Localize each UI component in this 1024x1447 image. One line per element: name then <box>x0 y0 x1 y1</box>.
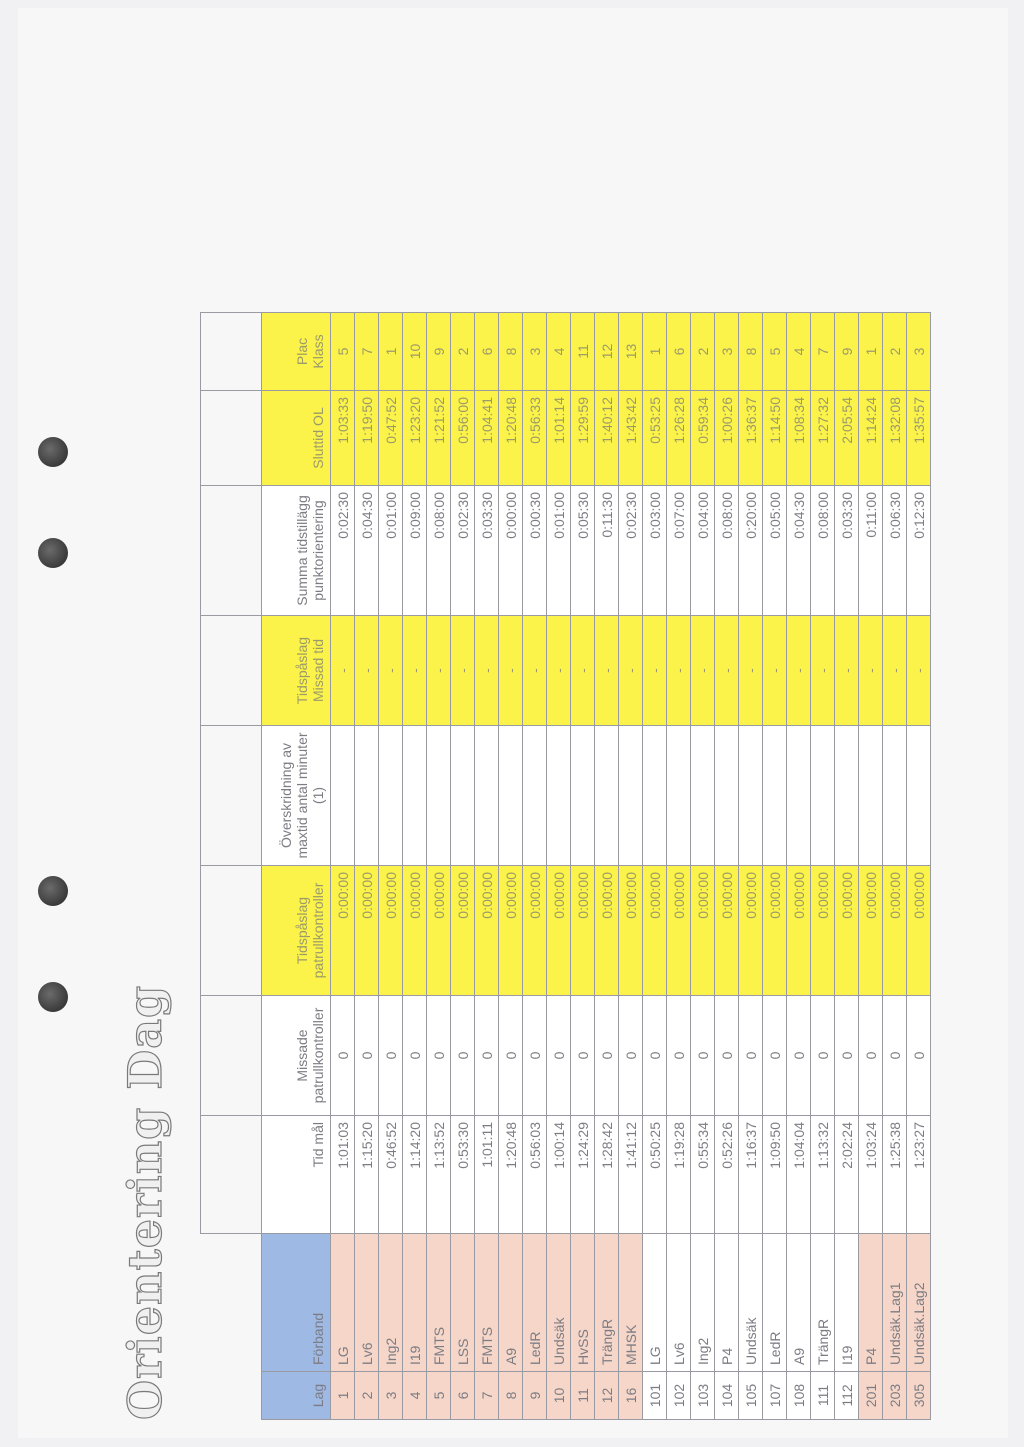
cell-missad-tid: - <box>763 616 787 726</box>
header-overskridning: Överskridning av maxtid antal minuter (1) <box>262 726 331 866</box>
cell-missade: 0 <box>619 996 643 1116</box>
cell-overskridning <box>907 726 931 866</box>
cell-forband: TrängR <box>595 1234 619 1372</box>
cell-overskridning <box>331 726 355 866</box>
cell-overskridning <box>787 726 811 866</box>
cell-lag: 104 <box>715 1372 739 1420</box>
cell-missade: 0 <box>883 996 907 1116</box>
cell-summa: 0:00:30 <box>523 486 547 616</box>
cell-lag: 5 <box>427 1372 451 1420</box>
cell-lag: 111 <box>811 1372 835 1420</box>
cell-plac: 3 <box>715 313 739 391</box>
cell-tid-mal: 1:09:50 <box>763 1116 787 1234</box>
cell-overskridning <box>763 726 787 866</box>
cell-missade: 0 <box>547 996 571 1116</box>
table-row <box>571 313 595 1420</box>
cell-tidspaslag: 0:00:00 <box>859 866 883 996</box>
cell-lag: 9 <box>523 1372 547 1420</box>
cell-tid-mal: 1:23:27 <box>907 1116 931 1234</box>
cell-forband: I19 <box>403 1234 427 1372</box>
cell-forband: A9 <box>787 1234 811 1372</box>
cell-sluttid: 1:26:28 <box>667 391 691 486</box>
cell-overskridning <box>595 726 619 866</box>
cell-summa: 0:09:00 <box>403 486 427 616</box>
cell-tid-mal: 1:15:20 <box>355 1116 379 1234</box>
table-row <box>643 313 667 1420</box>
cell-lag: 203 <box>883 1372 907 1420</box>
cell-tid-mal: 1:01:11 <box>475 1116 499 1234</box>
cell-forband: FMTS <box>475 1234 499 1372</box>
cell-missade: 0 <box>715 996 739 1116</box>
cell-lag: 8 <box>499 1372 523 1420</box>
cell-missad-tid: - <box>571 616 595 726</box>
page-title: Orientering Dag <box>118 984 172 1420</box>
cell-missade: 0 <box>451 996 475 1116</box>
top-blank-row <box>201 313 262 1420</box>
cell-tidspaslag: 0:00:00 <box>643 866 667 996</box>
table-row <box>475 313 499 1420</box>
cell-lag: 105 <box>739 1372 763 1420</box>
cell-summa: 0:04:30 <box>787 486 811 616</box>
cell-plac: 6 <box>667 313 691 391</box>
cell-tid-mal: 1:04:04 <box>787 1116 811 1234</box>
cell-lag: 12 <box>595 1372 619 1420</box>
table-row <box>883 313 907 1420</box>
cell-summa: 0:02:30 <box>451 486 475 616</box>
cell-forband: HvSS <box>571 1234 595 1372</box>
cell-lag: 305 <box>907 1372 931 1420</box>
table-row <box>619 313 643 1420</box>
cell-forband: LG <box>331 1234 355 1372</box>
cell-sluttid: 1:03:33 <box>331 391 355 486</box>
cell-tid-mal: 1:24:29 <box>571 1116 595 1234</box>
cell-summa: 0:03:00 <box>643 486 667 616</box>
cell-missade: 0 <box>907 996 931 1116</box>
cell-missade: 0 <box>763 996 787 1116</box>
cell-summa: 0:03:30 <box>475 486 499 616</box>
cell-overskridning <box>427 726 451 866</box>
cell-lag: 107 <box>763 1372 787 1420</box>
cell-missad-tid: - <box>499 616 523 726</box>
cell-overskridning <box>523 726 547 866</box>
cell-summa: 0:05:00 <box>763 486 787 616</box>
cell-tid-mal: 0:52:26 <box>715 1116 739 1234</box>
cell-missad-tid: - <box>739 616 763 726</box>
header-tidspaslag: Tidspåslag patrullkontroller <box>262 866 331 996</box>
cell-forband: Undsäk.Lag1 <box>883 1234 907 1372</box>
cell-plac: 8 <box>499 313 523 391</box>
cell-sluttid: 1:04:41 <box>475 391 499 486</box>
header-plac: Plac Klass <box>262 313 331 391</box>
cell-tid-mal: 1:41:12 <box>619 1116 643 1234</box>
cell-forband: LG <box>643 1234 667 1372</box>
cell-sluttid: 1:40:12 <box>595 391 619 486</box>
table-row <box>331 313 355 1420</box>
cell-tid-mal: 1:28:42 <box>595 1116 619 1234</box>
punch-hole-2 <box>38 538 68 568</box>
cell-tidspaslag: 0:00:00 <box>835 866 859 996</box>
cell-lag: 112 <box>835 1372 859 1420</box>
cell-sluttid: 0:53:25 <box>643 391 667 486</box>
cell-plac: 4 <box>787 313 811 391</box>
cell-plac: 9 <box>835 313 859 391</box>
cell-missade: 0 <box>595 996 619 1116</box>
header-tid-mal: Tid mål <box>262 1116 331 1234</box>
cell-missad-tid: - <box>403 616 427 726</box>
cell-missade: 0 <box>379 996 403 1116</box>
cell-plac: 1 <box>859 313 883 391</box>
cell-sluttid: 1:36:37 <box>739 391 763 486</box>
cell-tidspaslag: 0:00:00 <box>739 866 763 996</box>
cell-missad-tid: - <box>427 616 451 726</box>
cell-summa: 0:03:30 <box>835 486 859 616</box>
cell-plac: 1 <box>379 313 403 391</box>
cell-tid-mal: 0:46:52 <box>379 1116 403 1234</box>
cell-sluttid: 1:19:50 <box>355 391 379 486</box>
cell-lag: 3 <box>379 1372 403 1420</box>
table-row <box>739 313 763 1420</box>
cell-tid-mal: 0:56:03 <box>523 1116 547 1234</box>
cell-summa: 0:08:00 <box>427 486 451 616</box>
cell-forband: TrängR <box>811 1234 835 1372</box>
cell-overskridning <box>379 726 403 866</box>
table-row <box>595 313 619 1420</box>
cell-sluttid: 1:43:42 <box>619 391 643 486</box>
cell-tidspaslag: 0:00:00 <box>763 866 787 996</box>
cell-forband: Undsäk.Lag2 <box>907 1234 931 1372</box>
rotated-page <box>100 120 1020 1420</box>
results-table <box>200 312 931 1420</box>
cell-missad-tid: - <box>475 616 499 726</box>
punch-hole-4 <box>38 982 68 1012</box>
cell-missad-tid: - <box>835 616 859 726</box>
cell-plac: 11 <box>571 313 595 391</box>
cell-sluttid: 1:00:26 <box>715 391 739 486</box>
cell-lag: 16 <box>619 1372 643 1420</box>
cell-tid-mal: 1:13:32 <box>811 1116 835 1234</box>
cell-sluttid: 1:21:52 <box>427 391 451 486</box>
cell-sluttid: 1:14:50 <box>763 391 787 486</box>
header-missad-tid: Tidspåslag Missad tid <box>262 616 331 726</box>
table-row <box>355 313 379 1420</box>
cell-summa: 0:06:30 <box>883 486 907 616</box>
cell-missade: 0 <box>571 996 595 1116</box>
cell-missad-tid: - <box>667 616 691 726</box>
cell-tidspaslag: 0:00:00 <box>595 866 619 996</box>
cell-forband: Undsäk <box>547 1234 571 1372</box>
cell-tidspaslag: 0:00:00 <box>451 866 475 996</box>
cell-sluttid: 0:56:33 <box>523 391 547 486</box>
cell-overskridning <box>547 726 571 866</box>
cell-summa: 0:02:30 <box>331 486 355 616</box>
table-row <box>379 313 403 1420</box>
cell-missade: 0 <box>475 996 499 1116</box>
table-row <box>787 313 811 1420</box>
cell-sluttid: 1:27:32 <box>811 391 835 486</box>
cell-overskridning <box>355 726 379 866</box>
cell-forband: MHSK <box>619 1234 643 1372</box>
cell-missad-tid: - <box>787 616 811 726</box>
cell-tid-mal: 0:55:34 <box>691 1116 715 1234</box>
cell-plac: 7 <box>355 313 379 391</box>
cell-missad-tid: - <box>595 616 619 726</box>
cell-missad-tid: - <box>859 616 883 726</box>
cell-tid-mal: 1:14:20 <box>403 1116 427 1234</box>
cell-forband: A9 <box>499 1234 523 1372</box>
cell-tidspaslag: 0:00:00 <box>715 866 739 996</box>
cell-tid-mal: 1:16:37 <box>739 1116 763 1234</box>
cell-summa: 0:01:00 <box>379 486 403 616</box>
cell-plac: 5 <box>763 313 787 391</box>
table-row <box>811 313 835 1420</box>
table-row <box>523 313 547 1420</box>
cell-summa: 0:04:00 <box>691 486 715 616</box>
cell-tidspaslag: 0:00:00 <box>427 866 451 996</box>
cell-missade: 0 <box>427 996 451 1116</box>
cell-forband: Lv6 <box>667 1234 691 1372</box>
cell-missade: 0 <box>835 996 859 1116</box>
cell-tid-mal: 0:53:30 <box>451 1116 475 1234</box>
cell-summa: 0:07:00 <box>667 486 691 616</box>
cell-sluttid: 1:01:14 <box>547 391 571 486</box>
header-sluttid: Sluttid OL <box>262 391 331 486</box>
cell-plac: 5 <box>331 313 355 391</box>
cell-plac: 8 <box>739 313 763 391</box>
cell-forband: FMTS <box>427 1234 451 1372</box>
cell-tidspaslag: 0:00:00 <box>499 866 523 996</box>
table-row <box>859 313 883 1420</box>
table-row <box>667 313 691 1420</box>
table-row <box>763 313 787 1420</box>
cell-tidspaslag: 0:00:00 <box>547 866 571 996</box>
cell-forband: P4 <box>715 1234 739 1372</box>
cell-missad-tid: - <box>523 616 547 726</box>
cell-tid-mal: 1:01:03 <box>331 1116 355 1234</box>
cell-lag: 2 <box>355 1372 379 1420</box>
cell-forband: I19 <box>835 1234 859 1372</box>
cell-summa: 0:11:00 <box>859 486 883 616</box>
cell-overskridning <box>499 726 523 866</box>
cell-plac: 4 <box>547 313 571 391</box>
cell-plac: 3 <box>907 313 931 391</box>
cell-plac: 3 <box>523 313 547 391</box>
cell-tid-mal: 2:02:24 <box>835 1116 859 1234</box>
punch-hole-3 <box>38 876 68 906</box>
table-row <box>835 313 859 1420</box>
cell-overskridning <box>619 726 643 866</box>
cell-missade: 0 <box>859 996 883 1116</box>
cell-summa: 0:08:00 <box>811 486 835 616</box>
cell-sluttid: 0:56:00 <box>451 391 475 486</box>
cell-tid-mal: 1:03:24 <box>859 1116 883 1234</box>
cell-tidspaslag: 0:00:00 <box>523 866 547 996</box>
cell-tidspaslag: 0:00:00 <box>331 866 355 996</box>
cell-tidspaslag: 0:00:00 <box>571 866 595 996</box>
cell-overskridning <box>859 726 883 866</box>
table-row <box>403 313 427 1420</box>
cell-tidspaslag: 0:00:00 <box>403 866 427 996</box>
table-row <box>427 313 451 1420</box>
cell-lag: 1 <box>331 1372 355 1420</box>
header-lag: Lag <box>262 1372 331 1420</box>
cell-lag: 108 <box>787 1372 811 1420</box>
cell-plac: 2 <box>451 313 475 391</box>
cell-missad-tid: - <box>811 616 835 726</box>
table-row <box>547 313 571 1420</box>
cell-lag: 10 <box>547 1372 571 1420</box>
cell-sluttid: 1:08:34 <box>787 391 811 486</box>
cell-lag: 6 <box>451 1372 475 1420</box>
cell-missade: 0 <box>355 996 379 1116</box>
cell-lag: 201 <box>859 1372 883 1420</box>
header-forband: Förband <box>262 1234 331 1372</box>
cell-missade: 0 <box>691 996 715 1116</box>
cell-plac: 6 <box>475 313 499 391</box>
cell-tidspaslag: 0:00:00 <box>787 866 811 996</box>
cell-overskridning <box>883 726 907 866</box>
cell-lag: 102 <box>667 1372 691 1420</box>
cell-sluttid: 1:14:24 <box>859 391 883 486</box>
cell-overskridning <box>715 726 739 866</box>
cell-missade: 0 <box>403 996 427 1116</box>
cell-summa: 0:11:30 <box>595 486 619 616</box>
cell-plac: 10 <box>403 313 427 391</box>
cell-missade: 0 <box>499 996 523 1116</box>
cell-missad-tid: - <box>379 616 403 726</box>
cell-lag: 7 <box>475 1372 499 1420</box>
cell-summa: 0:04:30 <box>355 486 379 616</box>
cell-summa: 0:01:00 <box>547 486 571 616</box>
cell-missad-tid: - <box>715 616 739 726</box>
cell-missad-tid: - <box>691 616 715 726</box>
cell-missade: 0 <box>523 996 547 1116</box>
cell-forband: Ing2 <box>691 1234 715 1372</box>
cell-forband: LedR <box>763 1234 787 1372</box>
cell-plac: 13 <box>619 313 643 391</box>
cell-missad-tid: - <box>451 616 475 726</box>
cell-sluttid: 1:23:20 <box>403 391 427 486</box>
cell-plac: 2 <box>691 313 715 391</box>
cell-plac: 9 <box>427 313 451 391</box>
cell-lag: 11 <box>571 1372 595 1420</box>
cell-overskridning <box>643 726 667 866</box>
cell-overskridning <box>691 726 715 866</box>
table-row <box>715 313 739 1420</box>
cell-missade: 0 <box>787 996 811 1116</box>
punch-hole-1 <box>38 437 68 467</box>
cell-tid-mal: 1:00:14 <box>547 1116 571 1234</box>
header-row <box>262 313 331 1420</box>
cell-plac: 12 <box>595 313 619 391</box>
cell-sluttid: 0:59:34 <box>691 391 715 486</box>
cell-missad-tid: - <box>355 616 379 726</box>
cell-missad-tid: - <box>547 616 571 726</box>
cell-tidspaslag: 0:00:00 <box>379 866 403 996</box>
cell-plac: 2 <box>883 313 907 391</box>
cell-forband: LedR <box>523 1234 547 1372</box>
cell-summa: 0:05:30 <box>571 486 595 616</box>
cell-overskridning <box>475 726 499 866</box>
cell-lag: 4 <box>403 1372 427 1420</box>
cell-missade: 0 <box>739 996 763 1116</box>
cell-forband: Ing2 <box>379 1234 403 1372</box>
cell-forband: Undsäk <box>739 1234 763 1372</box>
cell-missad-tid: - <box>331 616 355 726</box>
cell-tidspaslag: 0:00:00 <box>667 866 691 996</box>
cell-missade: 0 <box>331 996 355 1116</box>
cell-tidspaslag: 0:00:00 <box>883 866 907 996</box>
cell-overskridning <box>451 726 475 866</box>
cell-sluttid: 0:47:52 <box>379 391 403 486</box>
cell-summa: 0:08:00 <box>715 486 739 616</box>
cell-plac: 7 <box>811 313 835 391</box>
cell-summa: 0:00:00 <box>499 486 523 616</box>
cell-overskridning <box>403 726 427 866</box>
cell-tidspaslag: 0:00:00 <box>355 866 379 996</box>
cell-overskridning <box>739 726 763 866</box>
table-row <box>907 313 931 1420</box>
cell-missade: 0 <box>643 996 667 1116</box>
cell-forband: P4 <box>859 1234 883 1372</box>
cell-missad-tid: - <box>619 616 643 726</box>
cell-lag: 103 <box>691 1372 715 1420</box>
cell-forband: Lv6 <box>355 1234 379 1372</box>
cell-sluttid: 1:32:08 <box>883 391 907 486</box>
cell-tidspaslag: 0:00:00 <box>691 866 715 996</box>
cell-summa: 0:02:30 <box>619 486 643 616</box>
cell-tid-mal: 1:25:38 <box>883 1116 907 1234</box>
cell-sluttid: 2:05:54 <box>835 391 859 486</box>
cell-sluttid: 1:35:57 <box>907 391 931 486</box>
cell-sluttid: 1:20:48 <box>499 391 523 486</box>
cell-tid-mal: 1:19:28 <box>667 1116 691 1234</box>
table-row <box>451 313 475 1420</box>
table-row <box>691 313 715 1420</box>
cell-tidspaslag: 0:00:00 <box>907 866 931 996</box>
header-missade: Missade patrullkontroller <box>262 996 331 1116</box>
cell-overskridning <box>835 726 859 866</box>
cell-overskridning <box>811 726 835 866</box>
cell-tidspaslag: 0:00:00 <box>475 866 499 996</box>
cell-tid-mal: 1:13:52 <box>427 1116 451 1234</box>
cell-summa: 0:20:00 <box>739 486 763 616</box>
cell-summa: 0:12:30 <box>907 486 931 616</box>
cell-forband: LSS <box>451 1234 475 1372</box>
cell-missad-tid: - <box>907 616 931 726</box>
cell-sluttid: 1:29:59 <box>571 391 595 486</box>
cell-tidspaslag: 0:00:00 <box>811 866 835 996</box>
cell-tid-mal: 0:50:25 <box>643 1116 667 1234</box>
cell-lag: 101 <box>643 1372 667 1420</box>
cell-missade: 0 <box>811 996 835 1116</box>
cell-tidspaslag: 0:00:00 <box>619 866 643 996</box>
cell-missade: 0 <box>667 996 691 1116</box>
cell-missad-tid: - <box>643 616 667 726</box>
header-summa: Summa tidstillägg punktorientering <box>262 486 331 616</box>
cell-overskridning <box>571 726 595 866</box>
cell-overskridning <box>667 726 691 866</box>
cell-tid-mal: 1:20:48 <box>499 1116 523 1234</box>
cell-missad-tid: - <box>883 616 907 726</box>
table-row <box>499 313 523 1420</box>
cell-plac: 1 <box>643 313 667 391</box>
